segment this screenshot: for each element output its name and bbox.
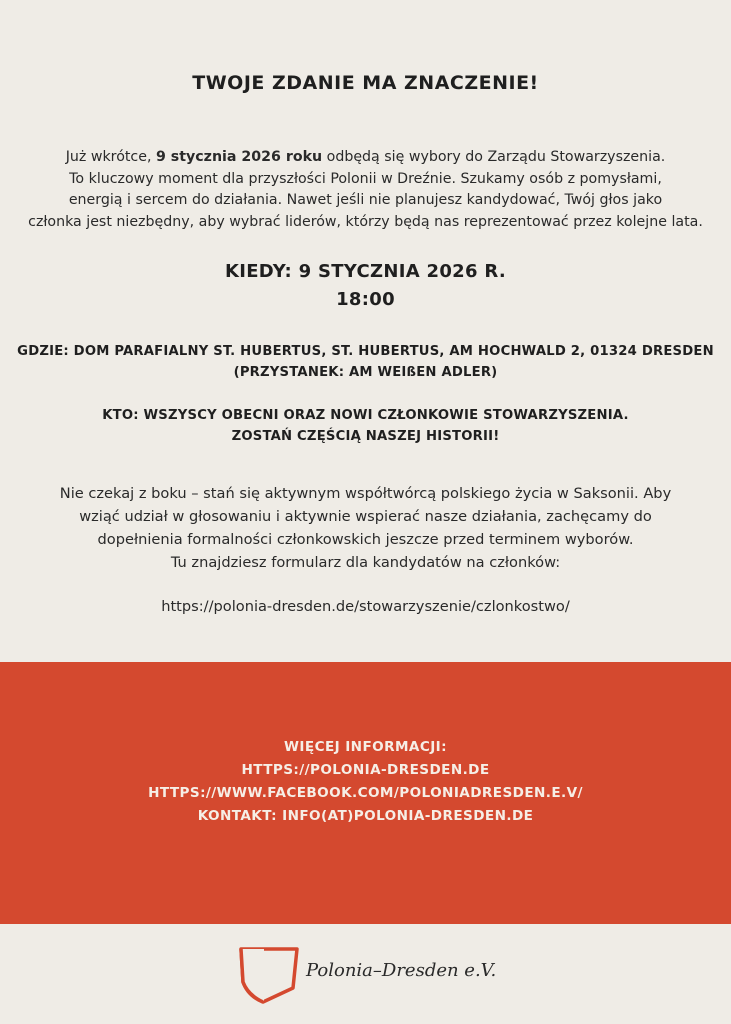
- intro-line-2: To kluczowy moment dla przyszłości Polonii w Dreźnie. Szukamy osób z pomysłami,: [69, 170, 662, 187]
- outro-line-3: dopełnienia formalności członkowskich jeszcze przed terminem wyborów.: [97, 531, 634, 548]
- outro-line-4: Tu znajdziesz formularz dla kandydatów na członków:: [170, 554, 561, 571]
- election-date: 9 stycznia 2026 roku: [155, 149, 323, 165]
- membership-link[interactable]: https://polonia-dresden.de/stowarzyszenie/czlonkostwo/: [161, 598, 570, 615]
- contact-email[interactable]: KONTAKT: INFO(AT)POLONIA-DRESDEN.DE: [197, 808, 534, 824]
- footer: [0, 924, 731, 1024]
- where-section: [0, 341, 731, 383]
- who-line-2: ZOSTAŃ CZĘŚCIĄ NASZEJ HISTORII!: [231, 429, 500, 444]
- intro-line-4: członka jest niezbędny, aby wybrać liderów, którzy będą nas reprezentować przez kolejne lata.: [28, 213, 703, 230]
- website-link[interactable]: HTTPS://POLONIA-DRESDEN.DE: [241, 762, 490, 778]
- info-block: [0, 736, 731, 828]
- intro-prefix: Już wkrótce,: [65, 149, 156, 165]
- shield-logo-icon: [238, 946, 300, 1004]
- when-section: [0, 258, 731, 314]
- facebook-link[interactable]: HTTPS://WWW.FACEBOOK.COM/POLONIADRESDEN.E.V/: [148, 785, 583, 801]
- info-band: [0, 662, 731, 924]
- where-address: GDZIE: DOM PARAFIALNY ST. HUBERTUS, ST. HUBERTUS, AM HOCHWALD 2, 01324 DRESDEN: [17, 344, 714, 359]
- intro-line-3: energią i sercem do działania. Nawet jeśli nie planujesz kandydować, Twój głos jako: [68, 192, 663, 208]
- intro-paragraph: [10, 147, 721, 233]
- who-section: [0, 405, 731, 447]
- outro-line-2: wziąć udział w głosowaniu i aktywnie wspierać nasze działania, zachęcamy do: [79, 508, 652, 525]
- outro-paragraph: [20, 482, 711, 574]
- where-stop: (PRZYSTANEK: AM WEIßEN ADLER): [233, 365, 498, 380]
- outro-line-1: Nie czekaj z boku – stań się aktywnym współtwórcą polskiego życia w Saksonii. Aby: [59, 485, 672, 502]
- when-date: KIEDY: 9 STYCZNIA 2026 R.: [224, 261, 507, 282]
- brand-name: Polonia–Dresden e.V.: [306, 960, 497, 981]
- who-line-1: KTO: WSZYSCY OBECNI ORAZ NOWI CZŁONKOWIE STOWARZYSZENIA.: [102, 408, 629, 423]
- info-heading: WIĘCEJ INFORMACJI:: [284, 739, 447, 755]
- intro-line-1-rest: odbędą się wybory do Zarządu Stowarzyszenia.: [322, 149, 666, 165]
- intro-line-1: [10, 147, 721, 169]
- when-time: 18:00: [336, 289, 395, 310]
- page-title: TWOJE ZDANIE MA ZNACZENIE!: [192, 72, 539, 94]
